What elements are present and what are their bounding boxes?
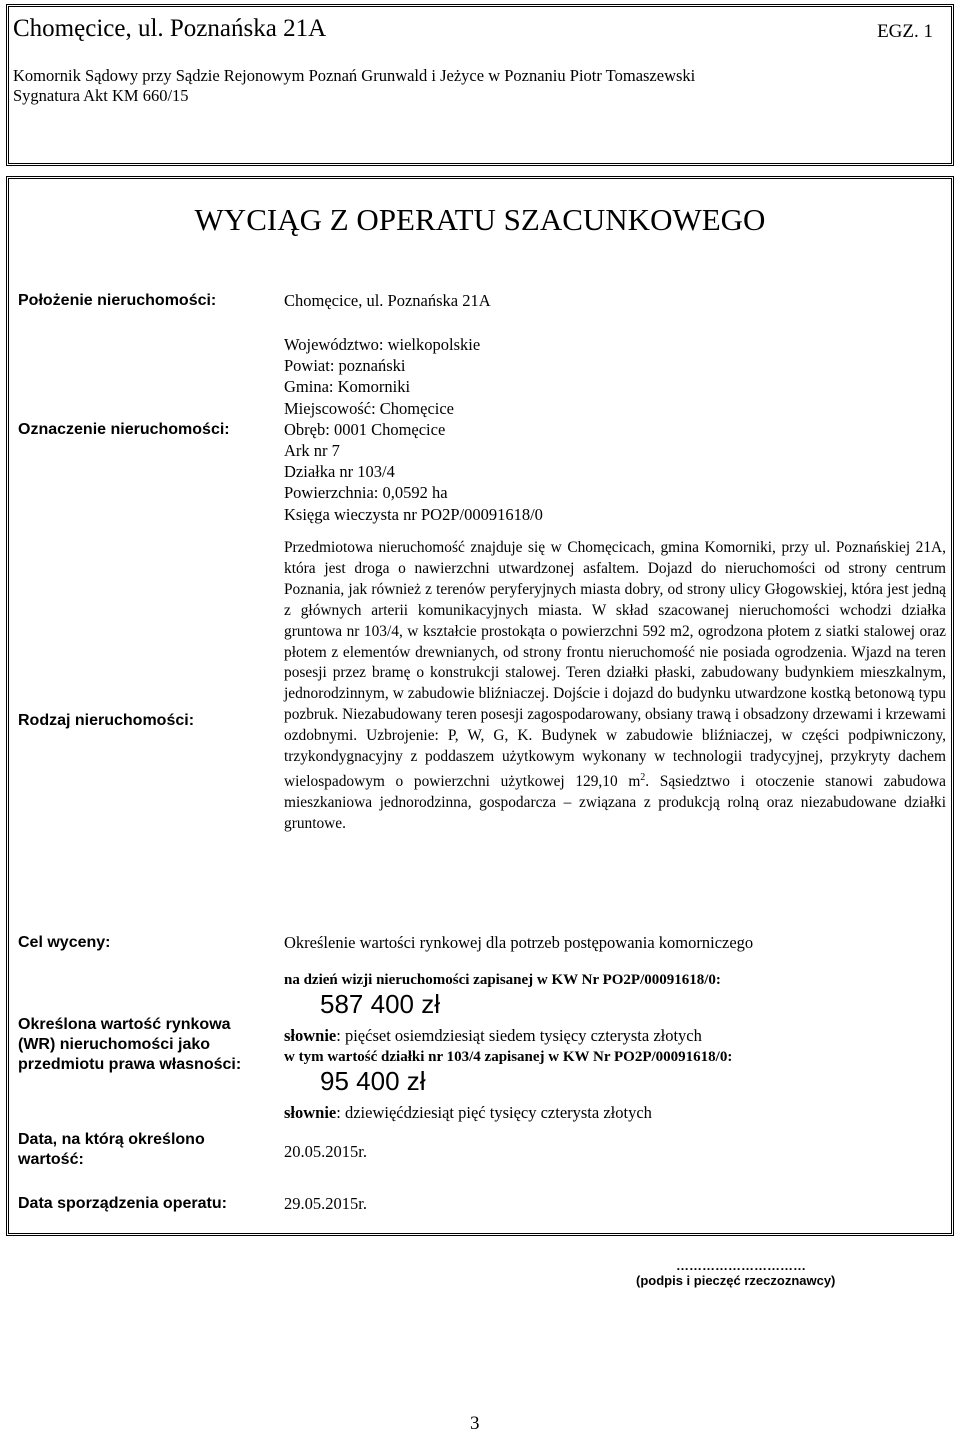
- plot-words-text: : dziewięćdziesiąt pięć tysięcy czterysta złotych: [336, 1103, 652, 1122]
- value-words: [284, 1025, 702, 1046]
- plot-words: [284, 1102, 652, 1123]
- purpose-value: Określenie wartości rynkowej dla potrzeb postępowania komorniczego: [284, 933, 754, 952]
- designation-line: Księga wieczysta nr PO2P/00091618/0: [284, 504, 543, 524]
- description-text-end: . Sąsiedztwo i otoczenie stanowi zabudowa mieszkaniowa jednorodzinna, gospodarcza – związana z produkcją rolną oraz niezabudowane działki gruntowe.: [284, 773, 946, 832]
- report-date: 29.05.2015r.: [284, 1194, 367, 1213]
- description-superscript: 2: [640, 771, 646, 783]
- document-title: WYCIĄG Z OPERATU SZACUNKOWEGO: [194, 202, 766, 237]
- property-type-label: Rodzaj nieruchomości:: [18, 712, 195, 729]
- header-address: Chomęcice, ul. Poznańska 21A: [13, 15, 327, 42]
- report-date-label: Data sporządzenia operatu:: [18, 1195, 227, 1212]
- page-number: 3: [470, 1413, 480, 1434]
- valuation-date-label: Data, na którą określono wartość:: [18, 1131, 205, 1168]
- words-label: słownie: [284, 1026, 337, 1045]
- designation-line: Województwo: wielkopolskie: [284, 335, 481, 354]
- plot-amount: 95 400 zł: [320, 1066, 426, 1096]
- description-text: Przedmiotowa nieruchomość znajduje się w Chomęcicach, gmina Komorniki, przy ul. Poznańskiej 21A, która jest droga o nawierzchni utwardzonej asfaltem. Dojazd do nieruchomości od strony centrum Poznania, jak również z terenów peryferyjnych miasta dobry, od strony ulicy Głogowskiej, która jest jedną z głównych arterii komunikacyjnych miasta. W skład szacowanej nieruchomości wchodzi działka gruntowa nr 103/4, w kształcie prostokąta o powierzchni 592 m2, ogrodzona płotem z siatki stalowej oraz płotem z elementów drewnianych, od strony frontu nieruchomość nie posiada ogrodzenia. Wjazd na teren posesji przez bramę o konstrukcji stalowej. Teren działki płaski, zabudowany budynkiem mieszkalnym, jednorodzinnym, w zabudowie bliźniaczej. Dojście i dojazd do budynku utwardzone kostką betonową typu pozbruk. Niezabudowany teren posesji zagospodarowany, obsiany trawą i obsadzony drzewami i krzewami ozdobnymi. Uzbrojenie: P, W, G, K. Budynek w zabudowie bliźniaczej, w części podpiwniczony, trzykondygnacyjny z poddaszem użytkowym wykonany w technologii tradycyjnej, przykryty dachem wielospadowym o powierzchni użytkowej 129,10 m: [284, 539, 946, 791]
- purpose-label: Cel wyceny:: [18, 934, 111, 951]
- designation-label: Oznaczenie nieruchomości:: [18, 421, 230, 438]
- valuation-date: 20.05.2015r.: [284, 1142, 367, 1161]
- market-value-label: Określona wartość rynkowa (WR) nieruchomości jako przedmiotu prawa własności:: [18, 1016, 242, 1073]
- signature-caption: (podpis i pieczęć rzeczoznawcy): [636, 1273, 836, 1288]
- designation-line: Miejscowość: Chomęcice: [284, 398, 454, 418]
- value-words-text: : pięćset osiemdziesiąt siedem tysięcy czterysta złotych: [336, 1026, 702, 1045]
- designation-list: [284, 334, 543, 525]
- designation-line: Działka nr 103/4: [284, 462, 395, 482]
- value-amount: 587 400 zł: [320, 989, 440, 1019]
- location-value: Chomęcice, ul. Poznańska 21A: [284, 291, 491, 310]
- copy-label: EGZ. 1: [877, 21, 933, 42]
- bailiff-line: Komornik Sądowy przy Sądzie Rejonowym Poznań Grunwald i Jeżyce w Poznaniu Piotr Tomaszewski: [13, 66, 696, 85]
- header-box: [6, 4, 954, 166]
- value-intro: na dzień wizji nieruchomości zapisanej w KW Nr PO2P/00091618/0:: [284, 972, 721, 988]
- designation-line: Ark nr 7: [284, 441, 340, 461]
- case-signature: Sygnatura Akt KM 660/15: [13, 86, 189, 105]
- designation-line: Gmina: Komorniki: [284, 377, 411, 397]
- location-label: Położenie nieruchomości:: [18, 292, 217, 309]
- plot-intro: w tym wartość działki nr 103/4 zapisanej w KW Nr PO2P/00091618/0:: [284, 1049, 733, 1065]
- signature-dots: …………………………: [676, 1258, 806, 1273]
- property-description: [284, 538, 946, 835]
- designation-line: Powiat: poznański: [284, 356, 406, 376]
- designation-line: Obręb: 0001 Chomęcice: [284, 419, 446, 439]
- words-label: słownie: [284, 1103, 337, 1122]
- designation-line: Powierzchnia: 0,0592 ha: [284, 483, 448, 503]
